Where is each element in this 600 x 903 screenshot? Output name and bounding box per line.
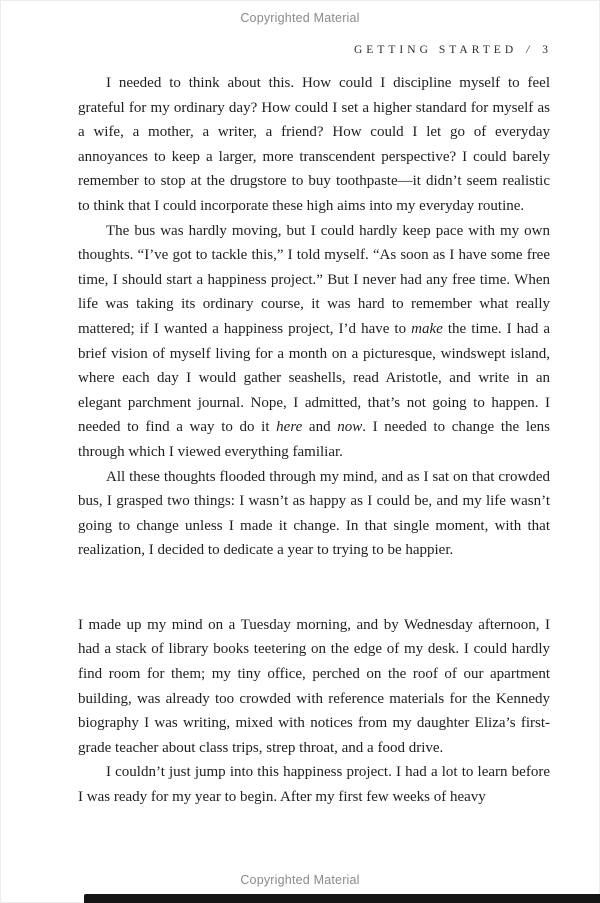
header-separator: / <box>526 44 534 56</box>
text-run: I needed to think about this. How could I discipline myself to feel grateful for my ordinary day? How could I set a higher standard for myself as a wife, a mother, a writer, a friend? How could I let go of everyday annoyances to keep a larger, more transcendent perspective? I could barely remember to stop at the drugstore to buy toothpaste—it didn’t seem realistic to think that I could incorporate these high aims into my everyday routine. <box>78 75 550 214</box>
text-run: the time. I had a brief vision of myself living for a month on a picturesque, windswept island, where each day I would gather seashells, read Aristotle, and write in an elegant parchment journal. Nope, I admitted, that’s not going to happen. I needed to find a way to do it <box>78 320 551 436</box>
paragraph <box>78 71 550 219</box>
bottom-copyright-banner: Copyrighted Material <box>240 873 360 887</box>
italic-run: here <box>276 419 303 436</box>
top-copyright-banner: Copyrighted Material <box>240 11 360 25</box>
text-run: . I needed to change the lens through which I viewed everything familiar. <box>78 419 550 460</box>
paragraph <box>78 465 550 563</box>
text-run: I made up my mind on a Tuesday morning, and by Wednesday afternoon, I had a stack of library books teetering on the edge of my desk. I could hardly find room for them; my tiny office, perched on the roof of our apartment building, was already too crowded with reference materials for the Kennedy biography I was writing, mixed with notices from my daughter Eliza’s first-grade teacher about class trips, strep throat, and a food drive. <box>78 616 550 756</box>
page-number: 3 <box>542 44 552 56</box>
text-run: and <box>302 419 338 436</box>
chapter-title: GETTING STARTED <box>353 44 518 56</box>
paragraph <box>78 760 550 809</box>
paragraph <box>78 613 550 761</box>
italic-run: make <box>411 320 443 337</box>
italic-run: now <box>337 419 363 436</box>
body-text <box>78 71 550 810</box>
book-edge-bar <box>84 894 600 903</box>
text-run: All these thoughts flooded through my mind, and as I sat on that crowded bus, I grasped two things: I wasn’t as happy as I could be, and my life wasn’t going to change unless I made it change. In that single moment, with that realization, I decided to dedicate a year to trying to be happier. <box>78 468 550 559</box>
running-header <box>0 44 600 56</box>
text-run: The bus was hardly moving, but I could hardly keep pace with my own thoughts. “I’ve got to tackle this,” I told myself. “As soon as I have some free time, I should start a happiness project.” But I never had any free time. When life was taking its ordinary course, it was hard to remember what really mattered; if I wanted a happiness project, I’d have to <box>78 222 550 337</box>
text-run: I couldn’t just jump into this happiness project. I had a lot to learn before I was ready for my year to begin. After my first few weeks of heavy <box>78 764 550 806</box>
paragraph <box>78 219 550 465</box>
